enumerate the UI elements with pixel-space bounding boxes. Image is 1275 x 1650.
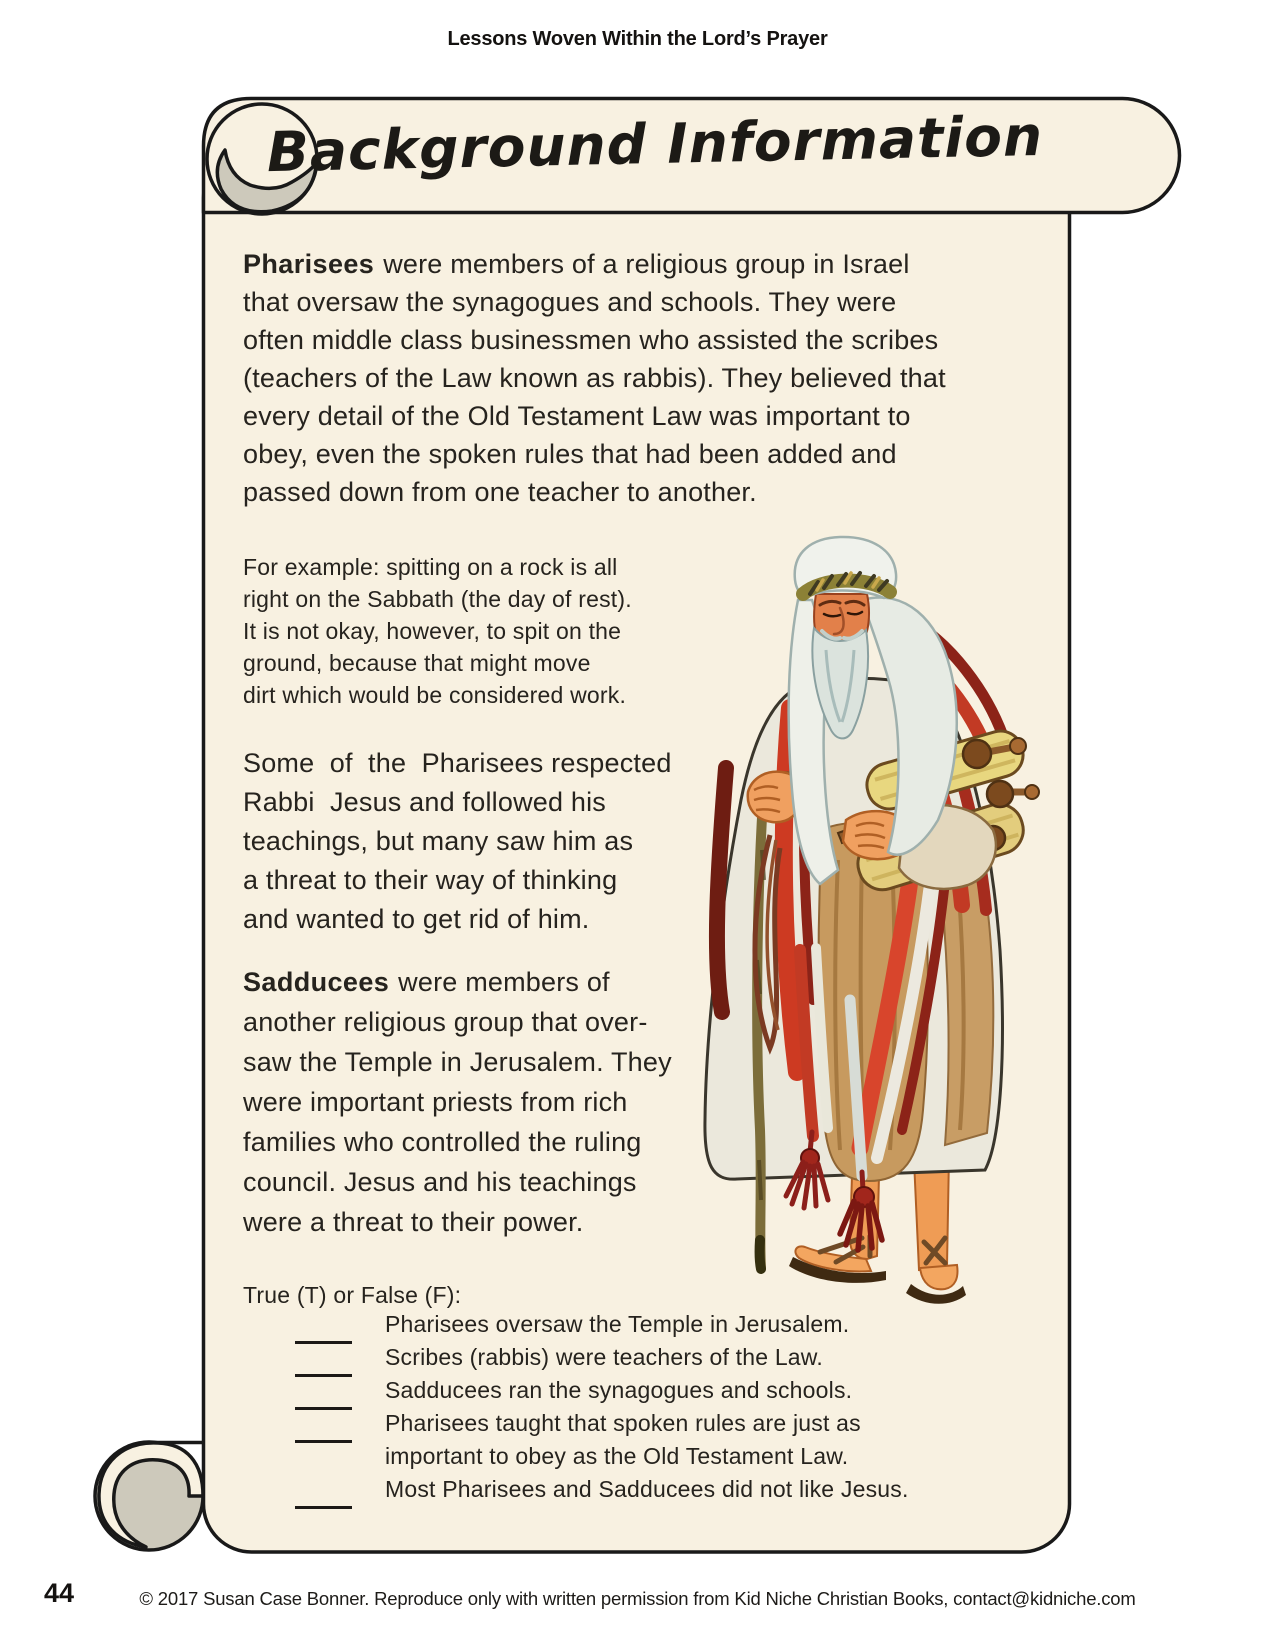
answer-blank[interactable] (295, 1407, 352, 1443)
answer-blank[interactable] (295, 1473, 352, 1509)
paragraph-sadducees (243, 962, 672, 1242)
quiz-item (243, 1341, 823, 1377)
bold-term-sadducees: Sadducees (243, 967, 390, 997)
pharisee-illustration (660, 500, 1040, 1310)
quiz-item (243, 1374, 852, 1410)
text-line: often middle class businessmen who assisted the scribes (243, 325, 939, 355)
text-line: Some of the Pharisees respected (243, 748, 672, 778)
bold-term-pharisees: Pharisees (243, 249, 375, 279)
quiz-statement: Scribes (rabbis) were teachers of the Law. (385, 1344, 823, 1370)
text-line: Rabbi Jesus and followed his (243, 787, 607, 817)
text-line: were important priests from rich (243, 1087, 628, 1117)
scroll-title: Background Information (266, 103, 1044, 185)
text-line: council. Jesus and his teachings (243, 1167, 637, 1197)
text-line: obey, even the spoken rules that had been added and (243, 439, 897, 469)
quiz-statement: Most Pharisees and Sadducees did not like Jesus. (385, 1476, 909, 1502)
page-number: 44 (44, 1578, 75, 1608)
paragraph-example (243, 551, 632, 711)
book-header: Lessons Woven Within the Lord’s Prayer (447, 28, 828, 50)
paragraph-pharisees (243, 245, 946, 511)
text-line: saw the Temple in Jerusalem. They (243, 1047, 672, 1077)
answer-blank[interactable] (295, 1341, 352, 1377)
quiz-statement: Pharisees taught that spoken rules are just as (385, 1410, 861, 1436)
text-line: and wanted to get rid of him. (243, 904, 590, 934)
text-line: teachings, but many saw him as (243, 826, 634, 856)
scroll-curl-bottom (95, 1442, 204, 1550)
text-line: For example: spitting on a rock is all (243, 554, 618, 580)
quiz-item (243, 1407, 861, 1473)
text-line: Sadducees were members of (243, 967, 610, 997)
quiz-item (243, 1473, 909, 1509)
text-line: were a threat to their power. (243, 1207, 584, 1237)
text-line: ground, because that might move (243, 650, 591, 676)
quiz-heading: True (T) or False (F): (243, 1282, 462, 1308)
quiz-statement: important to obey as the Old Testament Law. (385, 1443, 849, 1469)
text-line: another religious group that over- (243, 1007, 648, 1037)
text-line: that oversaw the synagogues and schools. They were (243, 287, 897, 317)
text-line: It is not okay, however, to spit on the (243, 618, 622, 644)
quiz-statement: Pharisees oversaw the Temple in Jerusalem. (385, 1311, 850, 1337)
paragraph-respected (243, 744, 672, 939)
text-line: every detail of the Old Testament Law was important to (243, 401, 911, 431)
quiz-statement: Sadducees ran the synagogues and schools. (385, 1377, 853, 1403)
text-line: right on the Sabbath (the day of rest). (243, 586, 632, 612)
text-line: passed down from one teacher to another. (243, 477, 757, 507)
text-line: dirt which would be considered work. (243, 682, 627, 708)
text-line: (teachers of the Law known as rabbis). They believed that (243, 363, 946, 393)
copyright-line: © 2017 Susan Case Bonner. Reproduce only with written permission from Kid Niche Christian Books, contact@kidniche.com (139, 1588, 1136, 1609)
text-line: Pharisees were members of a religious group in Israel (243, 249, 910, 279)
answer-blank[interactable] (295, 1374, 352, 1410)
text-line: families who controlled the ruling (243, 1127, 642, 1157)
quiz-item (243, 1308, 849, 1344)
answer-blank[interactable] (295, 1308, 352, 1344)
text-line: a threat to their way of thinking (243, 865, 618, 895)
